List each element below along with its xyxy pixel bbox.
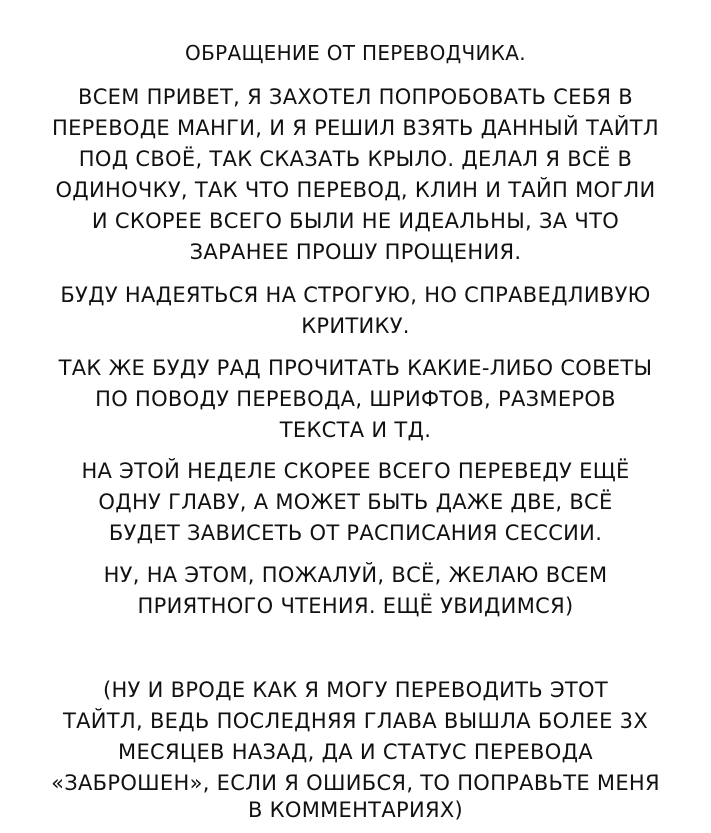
page-title: ОБРАЩЕНИЕ ОТ ПЕРЕВОДЧИКА. (185, 41, 526, 65)
text-line: ПО ПОВОДУ ПЕРЕВОДА, ШРИФТОВ, РАЗМЕРОВ (95, 387, 616, 411)
text-line: БУДУ НАДЕЯТЬСЯ НА СТРОГУЮ, НО СПРАВЕДЛИВУЮ (60, 283, 651, 307)
text-line: В КОММЕНТАРИЯХ) (247, 798, 464, 822)
text-line: «ЗАБРОШЕН», ЕСЛИ Я ОШИБСЯ, ТО ПОПРАВЬТЕ МЕНЯ (51, 771, 660, 795)
text-line: ОДИНОЧКУ, ТАК ЧТО ПЕРЕВОД, КЛИН И ТАЙП МОГЛИ (55, 178, 656, 202)
text-line: МЕСЯЦЕВ НАЗАД, ДА И СТАТУС ПЕРЕВОДА (118, 740, 593, 764)
text-line: ПОД СВОЁ, ТАК СКАЗАТЬ КРЫЛО. ДЕЛАЛ Я ВСЁ В (78, 147, 633, 171)
text-line: ОДНУ ГЛАВУ, А МОЖЕТ БЫТЬ ДАЖЕ ДВЕ, ВСЁ (98, 490, 613, 514)
text-line: КРИТИКУ. (301, 314, 410, 338)
text-line: ПЕРЕВОДЕ МАНГИ, И Я РЕШИЛ ВЗЯТЬ ДАННЫЙ ТАЙТЛ (52, 116, 659, 140)
text-line: ПРИЯТНОГО ЧТЕНИЯ. ЕЩЁ УВИДИМСЯ) (137, 594, 574, 618)
text-line: (НУ И ВРОДЕ КАК Я МОГУ ПЕРЕВОДИТЬ ЭТОТ (102, 678, 609, 702)
text-line: НУ, НА ЭТОМ, ПОЖАЛУЙ, ВСЁ, ЖЕЛАЮ ВСЕМ (103, 563, 608, 587)
text-line: ЗАРАНЕЕ ПРОШУ ПРОЩЕНИЯ. (189, 240, 522, 264)
text-line: ТАЙТЛ, ВЕДЬ ПОСЛЕДНЯЯ ГЛАВА ВЫШЛА БОЛЕЕ 3Х (62, 709, 649, 733)
text-line: БУДЕТ ЗАВИСЕТЬ ОТ РАСПИСАНИЯ СЕССИИ. (108, 521, 603, 545)
text-line: НА ЭТОЙ НЕДЕЛЕ СКОРЕЕ ВСЕГО ПЕРЕВЕДУ ЕЩЁ (81, 459, 630, 483)
text-line: ТЕКСТА И ТД. (279, 418, 432, 442)
text-line: И СКОРЕЕ ВСЕГО БЫЛИ НЕ ИДЕАЛЬНЫ, ЗА ЧТО (91, 209, 620, 233)
text-line: ТАК ЖЕ БУДУ РАД ПРОЧИТАТЬ КАКИЕ-ЛИБО СОВЕТЫ (58, 356, 653, 380)
text-line: ВСЕМ ПРИВЕТ, Я ЗАХОТЕЛ ПОПРОБОВАТЬ СЕБЯ В (78, 85, 633, 109)
